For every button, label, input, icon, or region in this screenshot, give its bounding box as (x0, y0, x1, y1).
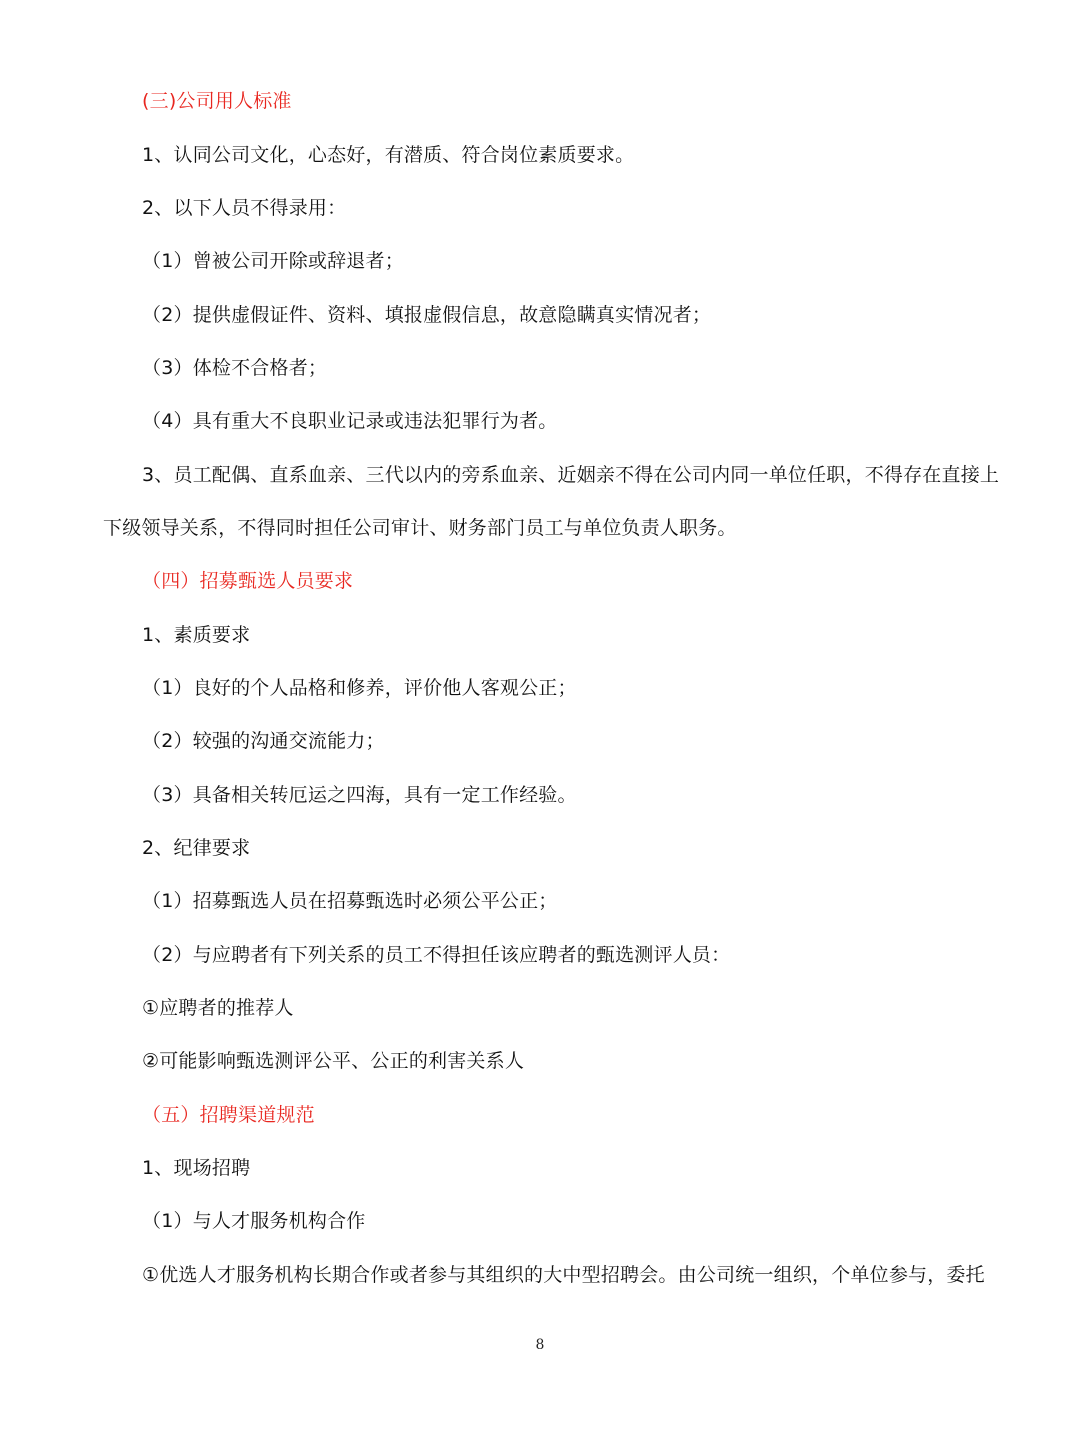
paragraph: 1、现场招聘 (142, 1157, 251, 1179)
paragraph: 2、以下人员不得录用： (142, 197, 347, 219)
section-heading-3: (三)公司用人标准 (142, 90, 292, 112)
list-item: ②可能影响甄选测评公平、公正的利害关系人 (142, 1050, 525, 1072)
paragraph: 2、纪律要求 (142, 837, 251, 859)
list-item: （1）曾被公司开除或辞退者； (142, 250, 404, 272)
section-heading-4: （四）招募甄选人员要求 (142, 570, 354, 592)
list-item: （4）具有重大不良职业记录或违法犯罪行为者。 (142, 410, 558, 432)
paragraph: 下级领导关系，不得同时担任公司审计、财务部门员工与单位负责人职务。 (103, 517, 737, 539)
list-item: （1）良好的个人品格和修养，评价他人客观公正； (142, 677, 577, 699)
list-item: （1）招募甄选人员在招募甄选时必须公平公正； (142, 890, 558, 912)
section-heading-5: （五）招聘渠道规范 (142, 1104, 315, 1126)
list-item: （2）提供虚假证件、资料、填报虚假信息，故意隐瞒真实情况者； (142, 304, 712, 326)
paragraph: 1、素质要求 (142, 624, 251, 646)
list-item: （1）与人才服务机构合作 (142, 1210, 366, 1232)
list-item: （2）与应聘者有下列关系的员工不得担任该应聘者的甄选测评人员： (142, 944, 731, 966)
list-item: （3）具备相关转厄运之四海，具有一定工作经验。 (142, 784, 577, 806)
list-item: ①应聘者的推荐人 (142, 997, 294, 1019)
page-number: 8 (535, 1337, 545, 1353)
paragraph: 1、认同公司文化，心态好，有潜质、符合岗位素质要求。 (142, 144, 635, 166)
list-item: ①优选人才服务机构长期合作或者参与其组织的大中型招聘会。由公司统一组织，个单位参与，委托 (142, 1264, 985, 1286)
list-item: （2）较强的沟通交流能力； (142, 730, 385, 752)
list-item: （3）体检不合格者； (142, 357, 328, 379)
paragraph: 3、员工配偶、直系血亲、三代以内的旁系血亲、近姻亲不得在公司内同一单位任职，不得存在直接上 (142, 464, 1000, 486)
